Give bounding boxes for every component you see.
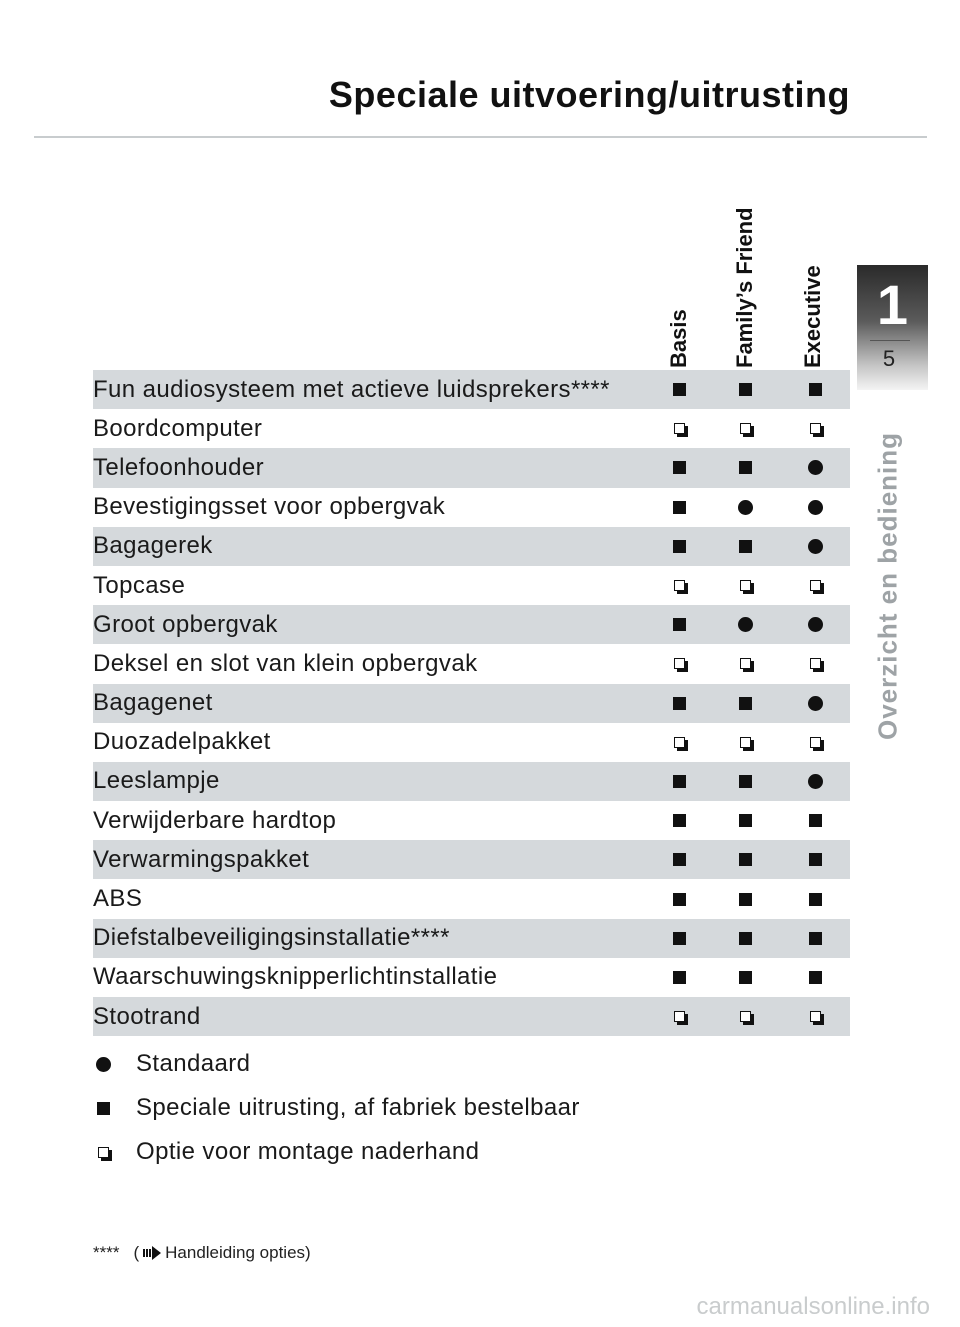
table-cell [669, 576, 689, 596]
legend-text: Optie voor montage naderhand [136, 1138, 480, 1165]
legend-text: Standaard [136, 1050, 251, 1077]
table-cell [805, 654, 825, 674]
table-cell [669, 536, 689, 556]
box-icon [740, 580, 751, 591]
legend-symbol [93, 1102, 113, 1115]
box-icon [810, 423, 821, 434]
row-label: Bagagenet [93, 689, 213, 717]
box-icon [740, 423, 751, 434]
table-cell [669, 732, 689, 752]
footnote-open-paren: ( [133, 1243, 140, 1262]
square-icon [739, 853, 752, 866]
footnote-text: Handleiding opties) [165, 1243, 311, 1262]
table-cell [735, 928, 755, 948]
table-cell [805, 576, 825, 596]
square-icon [809, 814, 822, 827]
row-label: Verwijderbare hardtop [93, 806, 337, 834]
table-row [93, 997, 850, 1036]
row-label: Deksel en slot van klein opbergvak [93, 649, 478, 677]
dot-icon [808, 617, 823, 632]
chapter-number: 1 [876, 273, 909, 336]
square-icon [673, 853, 686, 866]
box-icon [674, 658, 685, 669]
square-icon [739, 932, 752, 945]
box-icon [810, 580, 821, 591]
table-cell [735, 576, 755, 596]
table-cell [805, 1007, 825, 1027]
column-header-familys-friend: Family’s Friend [732, 207, 757, 368]
dot-icon [808, 696, 823, 711]
table-cell [805, 615, 825, 635]
row-label: ABS [93, 885, 143, 913]
box-icon [810, 1011, 821, 1022]
square-icon [739, 893, 752, 906]
table-cell [805, 889, 825, 909]
table-row [93, 840, 850, 879]
square-icon [739, 775, 752, 788]
table-row [93, 723, 850, 762]
table-row [93, 566, 850, 605]
box-icon [674, 737, 685, 748]
table-cell [735, 419, 755, 439]
square-icon [739, 697, 752, 710]
table-cell [735, 615, 755, 635]
table-cell [805, 380, 825, 400]
footnote-stars: **** [93, 1243, 120, 1262]
row-label: Bevestigingsset voor opbergvak [93, 493, 446, 521]
table-row [93, 644, 850, 683]
row-label: Waarschuwingsknipperlichtinstallatie [93, 963, 498, 991]
box-icon [740, 1011, 751, 1022]
section-label: Overzicht en bediening [872, 431, 903, 741]
page-title: Speciale uitvoering/uitrusting [328, 74, 850, 115]
dot-icon [808, 460, 823, 475]
dot-icon [738, 500, 753, 515]
square-icon [809, 853, 822, 866]
table-cell [735, 497, 755, 517]
table-cell [735, 811, 755, 831]
column-header-executive: Executive [800, 265, 825, 368]
square-icon [673, 383, 686, 396]
table-row [93, 488, 850, 527]
square-icon [97, 1102, 110, 1115]
table-row [93, 605, 850, 644]
square-icon [739, 461, 752, 474]
table-cell [669, 1007, 689, 1027]
table-cell [805, 536, 825, 556]
table-cell [805, 811, 825, 831]
table-cell [805, 928, 825, 948]
box-icon [98, 1147, 109, 1158]
legend-text: Speciale uitrusting, af fabriek bestelbaar [136, 1094, 580, 1121]
square-icon [673, 618, 686, 631]
square-icon [673, 893, 686, 906]
table-cell [669, 380, 689, 400]
table-cell [669, 967, 689, 987]
box-icon [674, 423, 685, 434]
table-row [93, 801, 850, 840]
table-cell [669, 850, 689, 870]
arrow-right-icon [143, 1246, 161, 1260]
legend-symbol [93, 1147, 113, 1158]
table-cell [669, 811, 689, 831]
box-icon [674, 1011, 685, 1022]
row-label: Diefstalbeveiligingsinstallatie**** [93, 924, 450, 952]
table-cell [735, 536, 755, 556]
box-icon [740, 658, 751, 669]
square-icon [809, 383, 822, 396]
dot-icon [808, 500, 823, 515]
table-cell [735, 654, 755, 674]
square-icon [673, 697, 686, 710]
watermark: carmanualsonline.info [696, 1293, 930, 1320]
table-cell [805, 693, 825, 713]
square-icon [739, 540, 752, 553]
table-row [93, 958, 850, 997]
table-cell [805, 850, 825, 870]
table-cell [735, 380, 755, 400]
table-row [93, 409, 850, 448]
table-cell [805, 771, 825, 791]
table-cell [805, 732, 825, 752]
table-row [93, 879, 850, 918]
table-cell [805, 497, 825, 517]
square-icon [673, 775, 686, 788]
table-row [93, 527, 850, 566]
square-icon [673, 501, 686, 514]
row-label: Verwarmingspakket [93, 845, 310, 873]
dot-icon [808, 539, 823, 554]
table-cell [735, 732, 755, 752]
square-icon [673, 971, 686, 984]
page-number: 5 [882, 346, 896, 371]
box-icon [740, 737, 751, 748]
table-cell [805, 419, 825, 439]
table-cell [669, 928, 689, 948]
row-label: Fun audiosysteem met actieve luidsprekers**** [93, 375, 610, 403]
table-cell [669, 615, 689, 635]
legend-symbol [93, 1057, 113, 1072]
table-cell [669, 693, 689, 713]
square-icon [809, 893, 822, 906]
table-cell [735, 693, 755, 713]
square-icon [739, 383, 752, 396]
table-cell [805, 967, 825, 987]
chapter-divider [870, 340, 910, 341]
table-cell [669, 497, 689, 517]
row-label: Duozadelpakket [93, 728, 271, 756]
row-label: Topcase [93, 571, 186, 599]
table-row [93, 684, 850, 723]
square-icon [809, 932, 822, 945]
square-icon [809, 971, 822, 984]
square-icon [673, 932, 686, 945]
row-label: Groot opbergvak [93, 610, 278, 638]
table-row [93, 919, 850, 958]
row-label: Bagagerek [93, 532, 213, 560]
dot-icon [808, 774, 823, 789]
table-cell [735, 850, 755, 870]
footnote [93, 1243, 311, 1263]
table-cell [669, 458, 689, 478]
box-icon [674, 580, 685, 591]
table-cell [669, 889, 689, 909]
table-cell [735, 889, 755, 909]
row-label: Stootrand [93, 1002, 201, 1030]
square-icon [673, 461, 686, 474]
table-cell [735, 771, 755, 791]
table-cell [669, 419, 689, 439]
table-row [93, 762, 850, 801]
row-label: Leeslampje [93, 767, 220, 795]
equipment-table [93, 370, 850, 1036]
square-icon [673, 814, 686, 827]
table-cell [735, 967, 755, 987]
table-cell [805, 458, 825, 478]
table-cell [735, 458, 755, 478]
square-icon [673, 540, 686, 553]
dot-icon [738, 617, 753, 632]
table-row [93, 448, 850, 487]
row-label: Telefoonhouder [93, 453, 265, 481]
table-cell [735, 1007, 755, 1027]
title-divider [34, 136, 927, 138]
row-label: Boordcomputer [93, 414, 263, 442]
column-header-basis: Basis [666, 309, 691, 368]
table-cell [669, 654, 689, 674]
dot-icon [96, 1057, 111, 1072]
table-row [93, 370, 850, 409]
square-icon [739, 971, 752, 984]
box-icon [810, 658, 821, 669]
square-icon [739, 814, 752, 827]
table-cell [669, 771, 689, 791]
box-icon [810, 737, 821, 748]
